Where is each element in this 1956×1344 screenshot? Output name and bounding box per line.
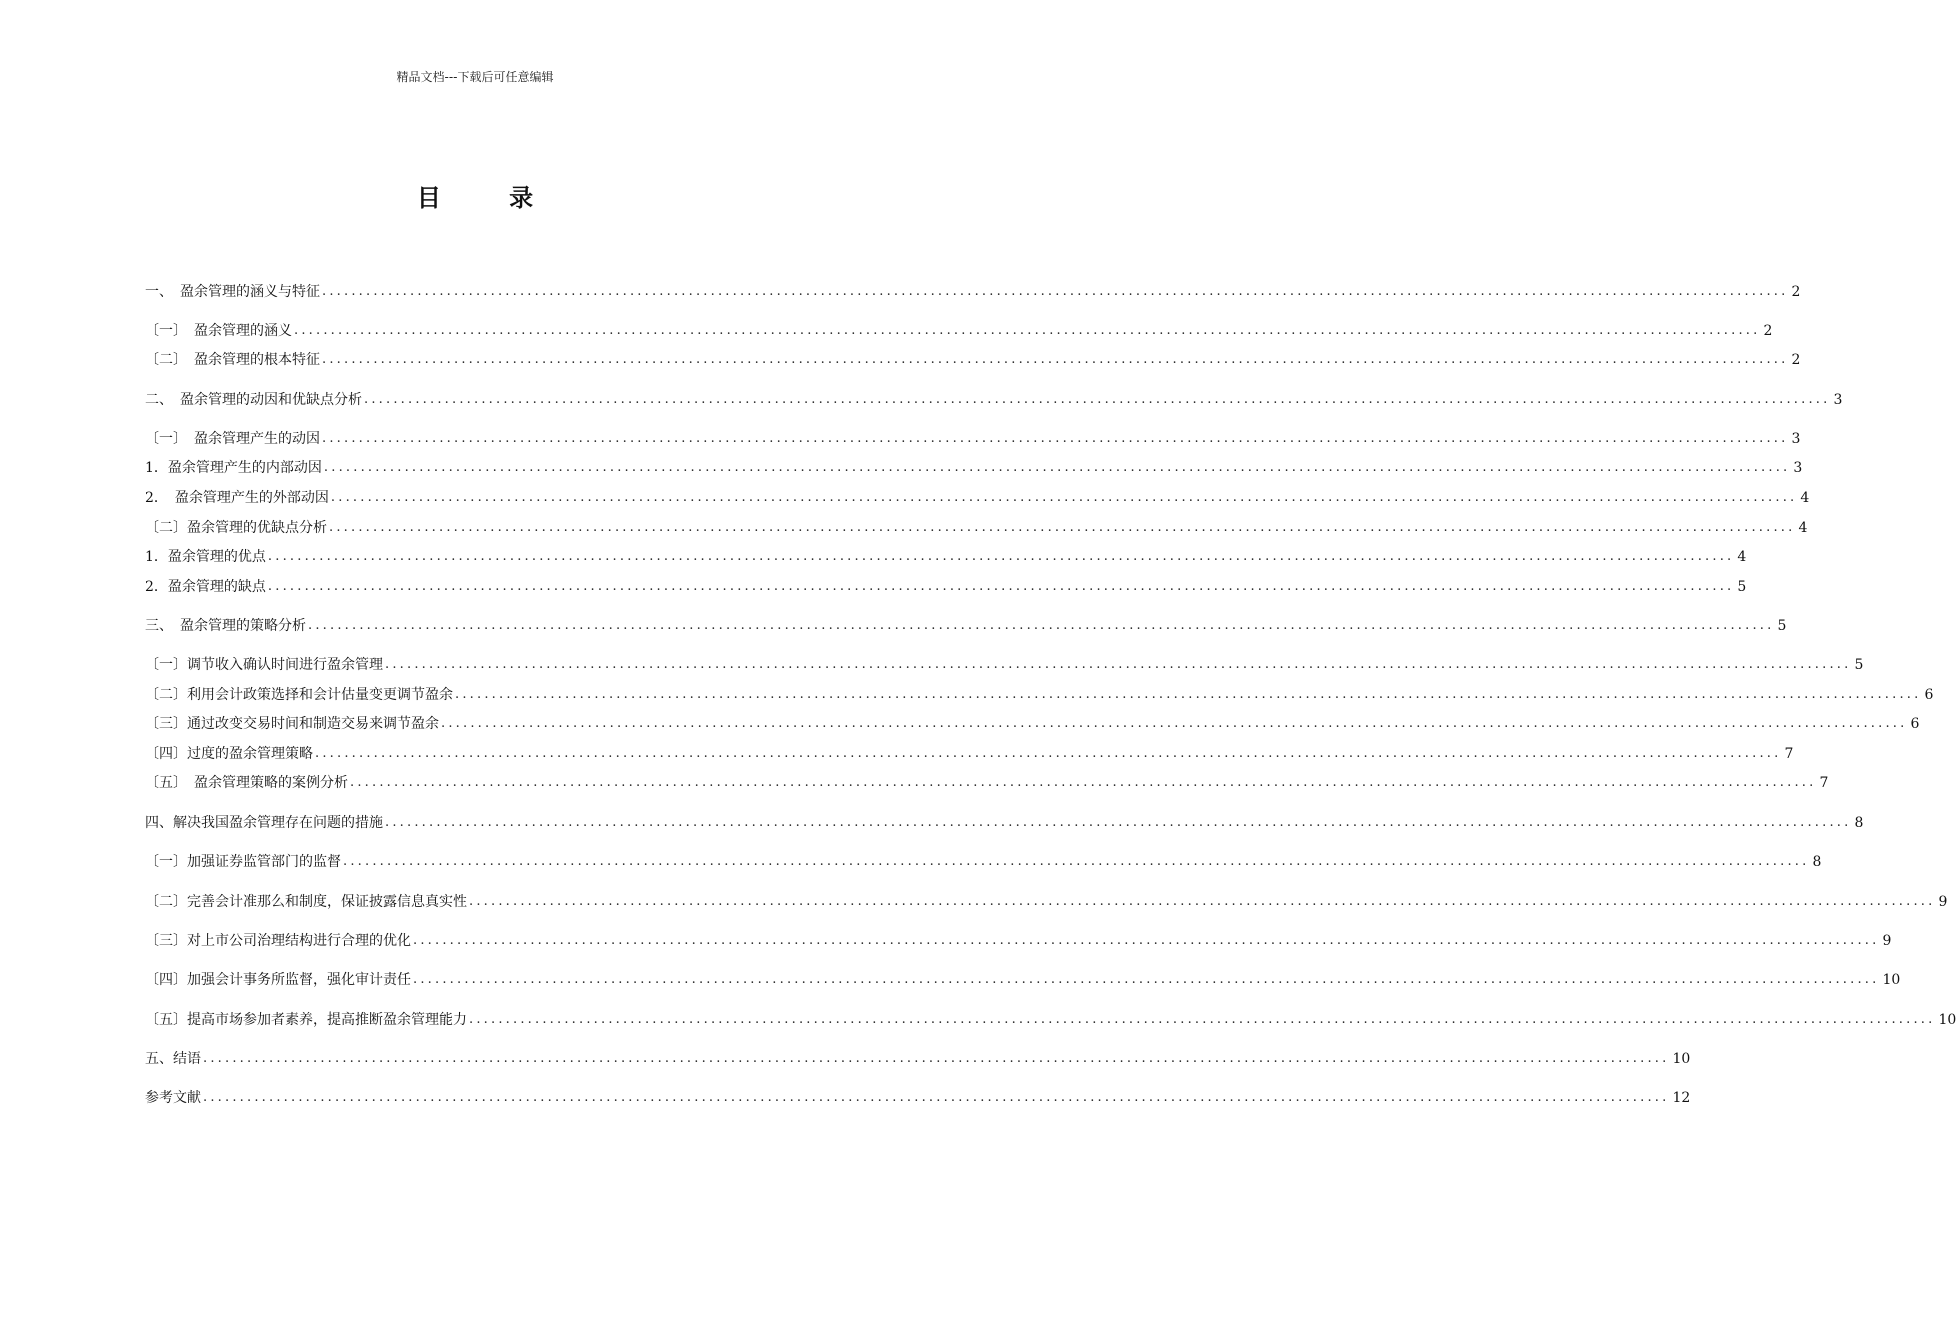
toc-entry[interactable] — [145, 1088, 1691, 1108]
toc-entry-page: 9 — [1882, 933, 1892, 949]
toc-leader-dots: ........................................................................................................................................................................................................ — [364, 392, 1831, 407]
toc-entry-label: 三、 盈余管理的策略分析 — [145, 618, 306, 634]
toc-entry[interactable] — [145, 685, 1934, 705]
toc-entry-page: 4 — [1800, 490, 1810, 506]
toc-entry[interactable] — [145, 1049, 1691, 1069]
toc-entry[interactable] — [145, 518, 1808, 538]
toc-entry[interactable] — [145, 744, 1794, 764]
toc-entry[interactable] — [145, 321, 1773, 341]
toc-entry-label: 五、结语 — [145, 1051, 201, 1067]
toc-entry-label: 〔四〕过度的盈余管理策略 — [145, 746, 313, 762]
toc-entry-label: 2．盈余管理的缺点 — [145, 579, 266, 595]
toc-entry-page: 9 — [1938, 894, 1948, 910]
toc-entry-label: 1．盈余管理的优点 — [145, 549, 266, 565]
toc-leader-dots: ........................................................................................................................................................................................................ — [469, 894, 1936, 909]
toc-entry-label: 二、 盈余管理的动因和优缺点分析 — [145, 392, 362, 408]
toc-entry[interactable] — [145, 813, 1864, 833]
toc-entry-label: 〔二〕完善会计准那么和制度，保证披露信息真实性 — [145, 894, 467, 910]
toc-entry[interactable] — [145, 547, 1747, 567]
toc-entry-page: 3 — [1793, 460, 1803, 476]
page-header: 精品文档---下载后可任意编辑 — [396, 70, 554, 84]
toc-entry-page: 8 — [1854, 815, 1864, 831]
toc-leader-dots: ........................................................................................................................................................................................................ — [322, 284, 1789, 299]
toc-entry-label: 一、 盈余管理的涵义与特征 — [145, 284, 320, 300]
toc-entry-label: 〔五〕提高市场参加者素养，提高推断盈余管理能力 — [145, 1012, 467, 1028]
toc-leader-dots: ........................................................................................................................................................................................................ — [308, 618, 1775, 633]
toc-entry-page: 2 — [1791, 284, 1801, 300]
toc-entry-page: 4 — [1798, 520, 1808, 536]
toc-entry-label: 1．盈余管理产生的内部动因 — [145, 460, 322, 476]
toc-entry[interactable] — [145, 970, 1901, 990]
toc-entry[interactable] — [145, 616, 1787, 636]
toc-entry-label: 〔一〕 盈余管理的涵义 — [145, 323, 292, 339]
toc-entry-label: 〔二〕 盈余管理的根本特征 — [145, 352, 320, 368]
toc-entry-label: 〔四〕加强会计事务所监督，强化审计责任 — [145, 972, 411, 988]
toc-leader-dots: ........................................................................................................................................................................................................ — [469, 1012, 1936, 1027]
toc-entry[interactable] — [145, 458, 1803, 478]
toc-leader-dots: ........................................................................................................................................................................................................ — [413, 972, 1880, 987]
toc-entry[interactable] — [145, 892, 1948, 912]
toc-entry-label: 2． 盈余管理产生的外部动因 — [145, 490, 329, 506]
toc-leader-dots: ........................................................................................................................................................................................................ — [322, 352, 1789, 367]
toc-entry-page: 7 — [1819, 775, 1829, 791]
toc-entry[interactable] — [145, 773, 1829, 793]
toc-leader-dots: ........................................................................................................................................................................................................ — [413, 933, 1880, 948]
toc-entry-page: 3 — [1791, 431, 1801, 447]
toc-entry-label: 〔三〕通过改变交易时间和制造交易来调节盈余 — [145, 716, 439, 732]
toc-leader-dots: ........................................................................................................................................................................................................ — [203, 1090, 1670, 1105]
toc-entry[interactable] — [145, 714, 1920, 734]
toc-leader-dots: ........................................................................................................................................................................................................ — [323, 460, 1791, 475]
toc-entry-page: 10 — [1938, 1012, 1956, 1028]
toc-leader-dots: ........................................................................................................................................................................................................ — [343, 854, 1810, 869]
toc-entry-label: 〔一〕调节收入确认时间进行盈余管理 — [145, 657, 383, 673]
toc-entry[interactable] — [145, 931, 1892, 951]
toc-entry-label: 〔一〕加强证券监管部门的监督 — [145, 854, 341, 870]
toc-leader-dots: ........................................................................................................................................................................................................ — [203, 1051, 1670, 1066]
toc-entry-page: 5 — [1777, 618, 1787, 634]
toc-leader-dots: ........................................................................................................................................................................................................ — [267, 549, 1735, 564]
toc-entry-label: 参考文献 — [145, 1090, 201, 1106]
toc-entry-page: 8 — [1812, 854, 1822, 870]
toc-entry-page: 10 — [1882, 972, 1901, 988]
toc-entry-page: 3 — [1833, 392, 1843, 408]
toc-entry-page: 2 — [1763, 323, 1773, 339]
toc-entry[interactable] — [145, 655, 1864, 675]
toc-leader-dots: ........................................................................................................................................................................................................ — [441, 716, 1908, 731]
toc-leader-dots: ........................................................................................................................................................................................................ — [267, 579, 1735, 594]
toc-entry[interactable] — [145, 350, 1801, 370]
toc-entry[interactable] — [145, 282, 1801, 302]
toc-leader-dots: ........................................................................................................................................................................................................ — [322, 431, 1789, 446]
toc-entry-page: 10 — [1672, 1051, 1691, 1067]
toc-leader-dots: ........................................................................................................................................................................................................ — [385, 657, 1852, 672]
toc-entry-label: 〔二〕利用会计政策选择和会计估量变更调节盈余 — [145, 687, 453, 703]
toc-leader-dots: ........................................................................................................................................................................................................ — [294, 323, 1761, 338]
toc-entry[interactable] — [145, 390, 1843, 410]
toc-entry-label: 〔一〕 盈余管理产生的动因 — [145, 431, 320, 447]
toc-entry[interactable] — [145, 577, 1747, 597]
toc-entry-label: 四、解决我国盈余管理存在问题的措施 — [145, 815, 383, 831]
toc-entry-page: 5 — [1737, 579, 1747, 595]
toc-entry-label: 〔三〕对上市公司治理结构进行合理的优化 — [145, 933, 411, 949]
toc-entry[interactable] — [145, 488, 1810, 508]
toc-title: 目 录 — [416, 184, 564, 212]
toc-entry-page: 6 — [1924, 687, 1934, 703]
toc-entry-label: 〔五〕 盈余管理策略的案例分析 — [145, 775, 348, 791]
toc-leader-dots: ........................................................................................................................................................................................................ — [329, 520, 1796, 535]
toc-entry-page: 5 — [1854, 657, 1864, 673]
toc-entry[interactable] — [145, 429, 1801, 449]
toc-leader-dots: ........................................................................................................................................................................................................ — [315, 746, 1782, 761]
toc-entry-page: 4 — [1737, 549, 1747, 565]
toc-entry-page: 7 — [1784, 746, 1794, 762]
toc-leader-dots: ........................................................................................................................................................................................................ — [330, 490, 1798, 505]
toc-leader-dots: ........................................................................................................................................................................................................ — [455, 687, 1922, 702]
toc-entry-page: 6 — [1910, 716, 1920, 732]
toc-entry-label: 〔二〕盈余管理的优缺点分析 — [145, 520, 327, 536]
toc-entry[interactable] — [145, 1010, 1956, 1030]
toc-entry-page: 12 — [1672, 1090, 1691, 1106]
toc-leader-dots: ........................................................................................................................................................................................................ — [350, 775, 1817, 790]
toc-leader-dots: ........................................................................................................................................................................................................ — [385, 815, 1852, 830]
toc-entry[interactable] — [145, 852, 1822, 872]
toc-entry-page: 2 — [1791, 352, 1801, 368]
